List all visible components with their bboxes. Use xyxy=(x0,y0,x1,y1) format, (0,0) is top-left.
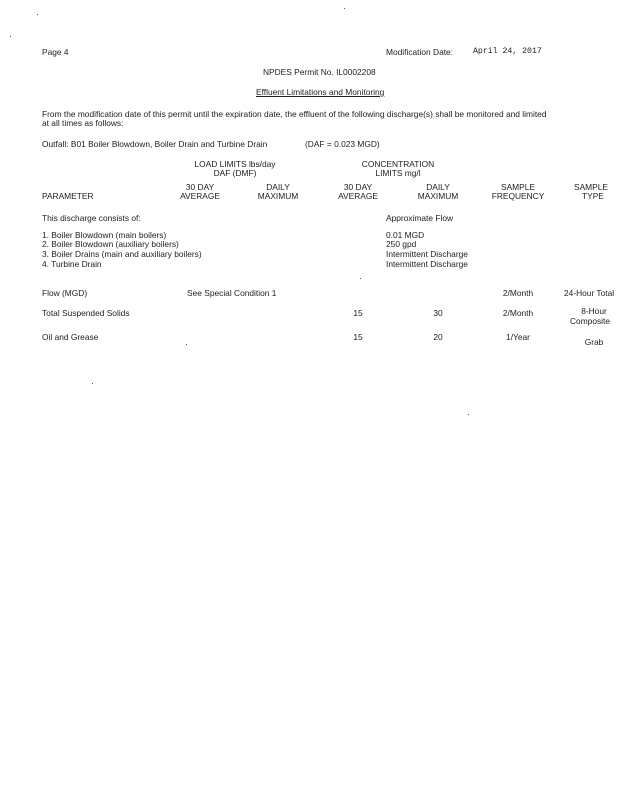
permit-number: NPDES Permit No. IL0002208 xyxy=(263,67,376,77)
discharge-item: 4. Turbine Drain xyxy=(42,259,102,269)
section-title: Effluent Limitations and Monitoring xyxy=(256,87,385,97)
scan-speck xyxy=(186,344,187,345)
discharge-item: 1. Boiler Blowdown (main boilers) xyxy=(42,230,167,240)
concentration-header: CONCENTRATION xyxy=(361,159,435,169)
row-sample-type: Grab xyxy=(584,337,604,347)
row-sample-type-line2: Composite xyxy=(570,316,611,326)
page-label: Page 4 xyxy=(42,47,69,57)
row-conc-30day: 15 xyxy=(353,308,363,318)
modification-label: Modification Date: xyxy=(386,47,454,57)
row-frequency: 2/Month xyxy=(502,308,534,318)
row-parameter: Flow (MGD) xyxy=(42,288,88,298)
discharge-item: 3. Boiler Drains (main and auxiliary boilers) xyxy=(42,249,202,259)
scan-speck xyxy=(360,278,361,279)
discharge-flow: Intermittent Discharge xyxy=(386,249,468,259)
conc-30day-subheader: AVERAGE xyxy=(338,191,378,201)
row-parameter: Oil and Grease xyxy=(42,332,99,342)
intro-line-1: From the modification date of this permit until the expiration date, the effluent of the following discharge(s) shall be monitored and limited xyxy=(42,109,547,119)
discharge-label: This discharge consists of: xyxy=(42,213,141,223)
frequency-subheader: FREQUENCY xyxy=(491,191,545,201)
sample-type-subheader: TYPE xyxy=(582,191,604,201)
approx-flow-header: Approximate Flow xyxy=(386,213,454,223)
load-limits-subheader: DAF (DMF) xyxy=(213,168,257,178)
row-parameter: Total Suspended Solids xyxy=(42,308,130,318)
row-frequency: 2/Month xyxy=(502,288,534,298)
conc-daily-subheader: MAXIMUM xyxy=(417,191,459,201)
row-conc-daily: 30 xyxy=(433,308,443,318)
row-frequency: 1/Year xyxy=(506,332,530,342)
parameter-header: PARAMETER xyxy=(42,191,94,201)
load-limits-header: LOAD LIMITS lbs/day xyxy=(194,159,276,169)
modification-date: April 24, 2017 xyxy=(473,47,542,56)
scan-speck xyxy=(10,36,11,37)
concentration-subheader: LIMITS mg/l xyxy=(375,168,421,178)
load-daily-subheader: MAXIMUM xyxy=(257,191,299,201)
discharge-flow: Intermittent Discharge xyxy=(386,259,468,269)
scan-speck xyxy=(468,414,469,415)
row-conc-daily: 20 xyxy=(433,332,443,342)
discharge-item: 2. Boiler Blowdown (auxiliary boilers) xyxy=(42,239,179,249)
outfall-daf: (DAF = 0.023 MGD) xyxy=(305,139,380,149)
outfall-label: Outfall: B01 Boiler Blowdown, Boiler Drain and Turbine Drain xyxy=(42,139,268,149)
discharge-flow: 0.01 MGD xyxy=(386,230,425,240)
load-30day-header: 30 DAY xyxy=(185,182,215,192)
discharge-flow: 250 gpd xyxy=(386,239,417,249)
sample-type-header: SAMPLE xyxy=(574,182,608,192)
row-conc-30day: 15 xyxy=(353,332,363,342)
load-daily-header: DAILY xyxy=(266,182,290,192)
row-load-note: See Special Condition 1 xyxy=(187,288,277,298)
row-sample-type: 8-Hour xyxy=(581,306,607,316)
intro-line-2: at all times as follows: xyxy=(42,118,124,128)
scan-speck xyxy=(344,8,345,9)
scan-speck xyxy=(92,383,93,384)
frequency-header: SAMPLE xyxy=(501,182,535,192)
conc-30day-header: 30 DAY xyxy=(343,182,373,192)
load-30day-subheader: AVERAGE xyxy=(180,191,220,201)
row-sample-type: 24-Hour Total xyxy=(564,288,615,298)
scan-speck xyxy=(37,14,38,15)
conc-daily-header: DAILY xyxy=(426,182,450,192)
